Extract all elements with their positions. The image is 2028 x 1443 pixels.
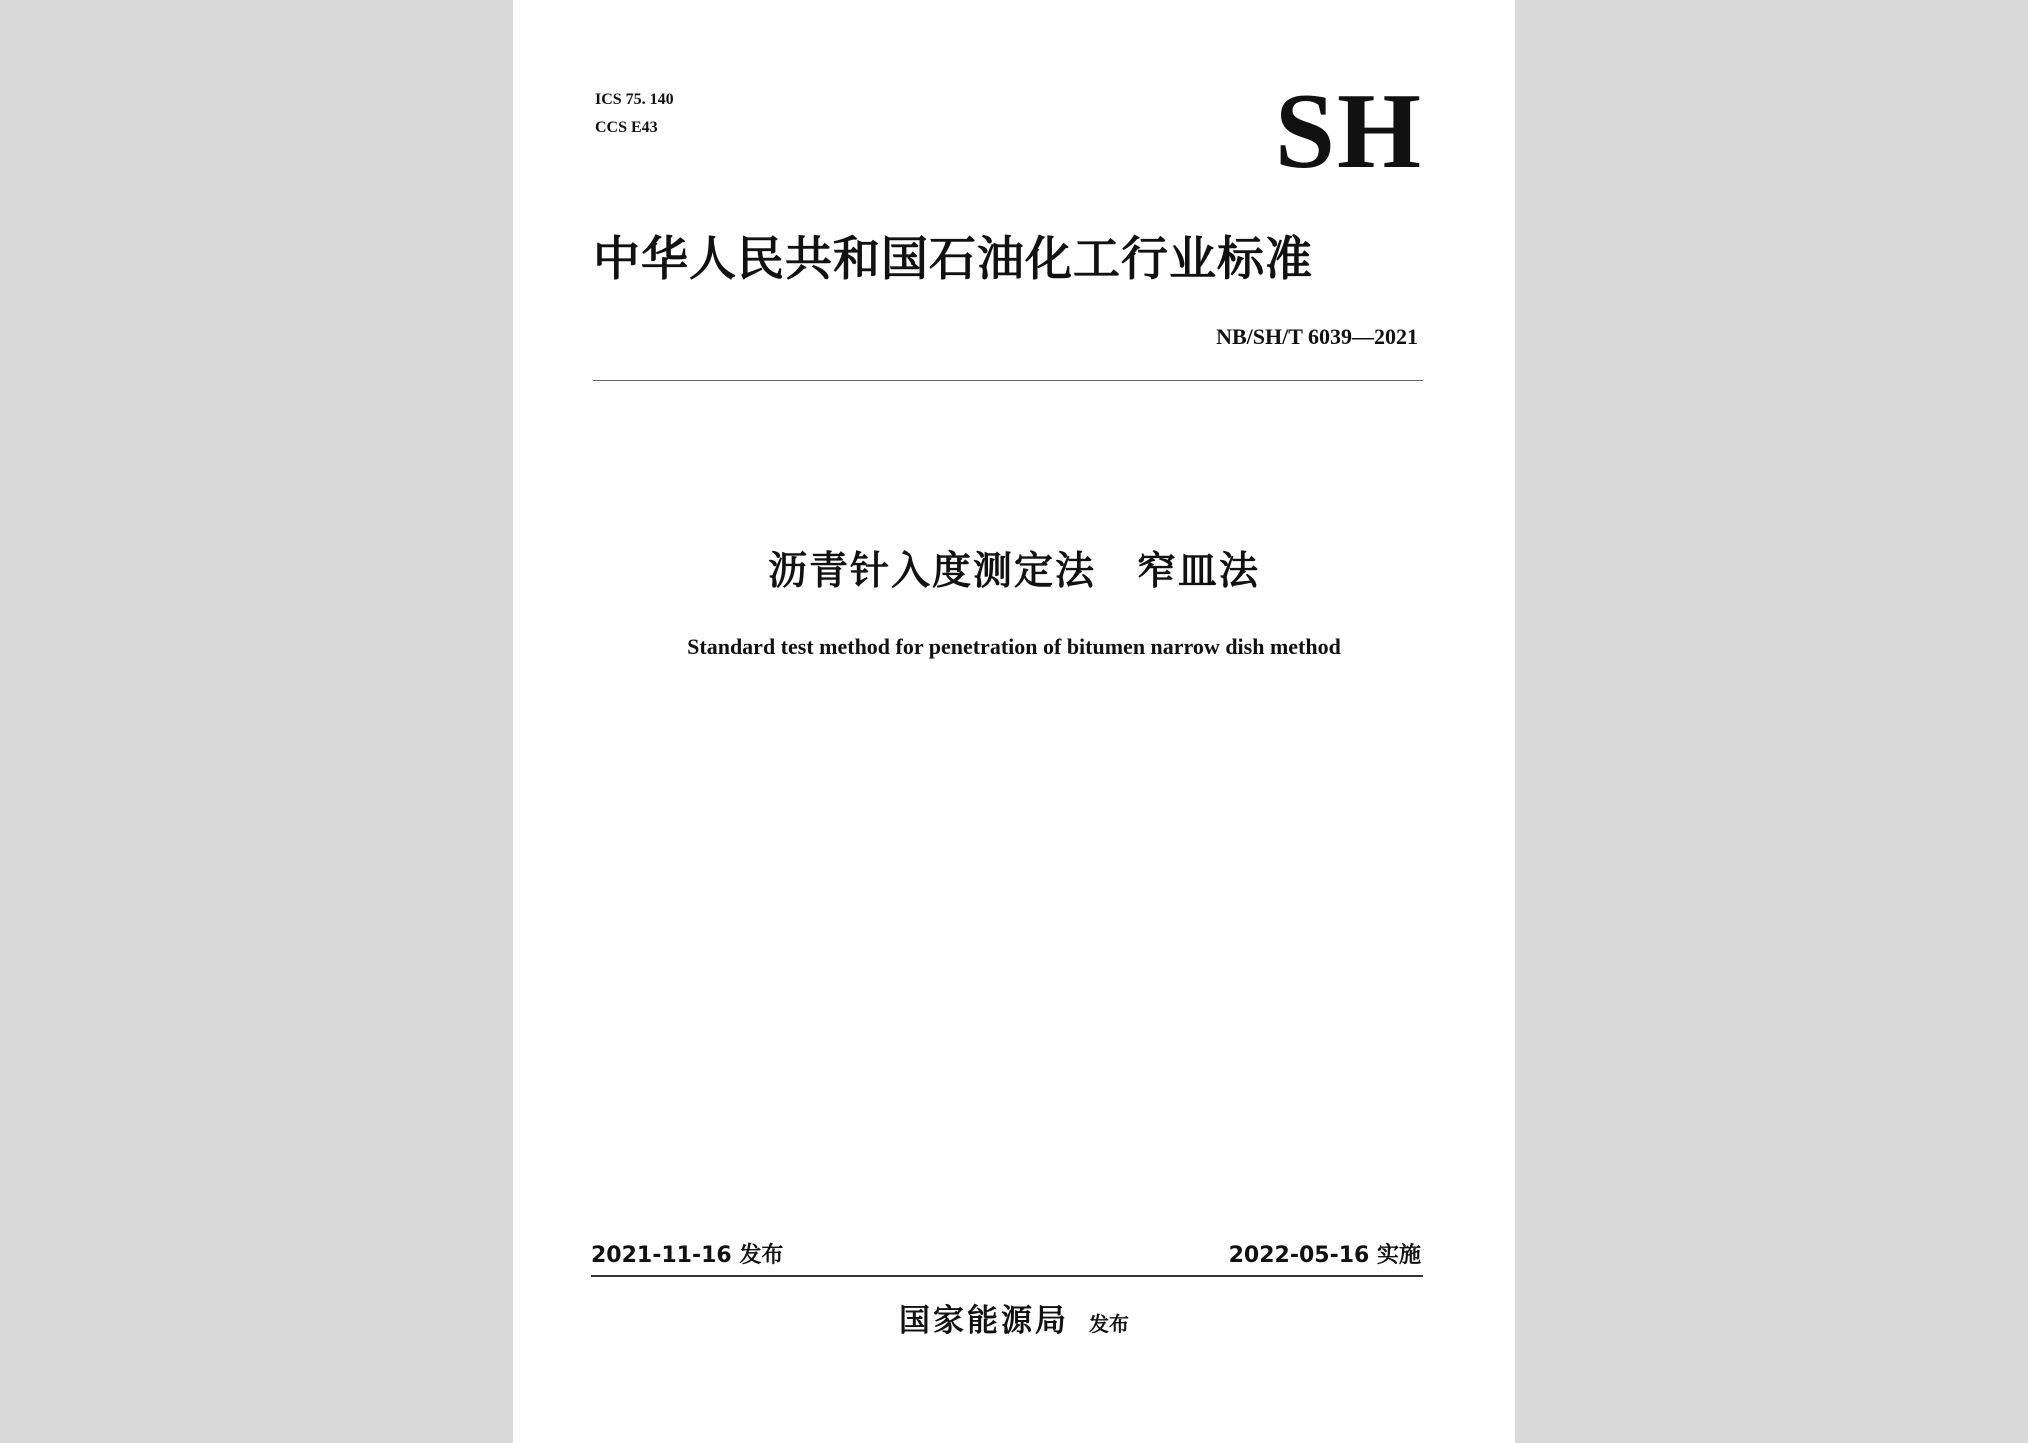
footer-divider bbox=[591, 1275, 1423, 1277]
document-title-en: Standard test method for penetration of bitumen narrow dish method bbox=[687, 634, 1341, 659]
classification-block bbox=[595, 86, 674, 142]
document-title-cn: 沥青针入度测定法 窄皿法 bbox=[767, 549, 1260, 594]
ccs-code: CCS E43 bbox=[595, 119, 658, 136]
issuer-line bbox=[513, 1303, 1515, 1339]
sh-logo: SH bbox=[1274, 72, 1423, 191]
standard-code: NB/SH/T 6039—2021 bbox=[1216, 324, 1418, 349]
issue-date: 2021-11-16 发布 bbox=[591, 1243, 784, 1268]
header-divider bbox=[593, 380, 1423, 381]
document-page bbox=[513, 0, 1515, 1443]
issuer-suffix: 发布 bbox=[1089, 1312, 1129, 1336]
issuer-name: 国家能源局 bbox=[899, 1303, 1069, 1339]
standard-category-title: 中华人民共和国石油化工行业标准 bbox=[593, 232, 1313, 287]
implementation-date: 2022-05-16 实施 bbox=[1228, 1243, 1421, 1268]
ics-code: ICS 75. 140 bbox=[595, 91, 674, 108]
